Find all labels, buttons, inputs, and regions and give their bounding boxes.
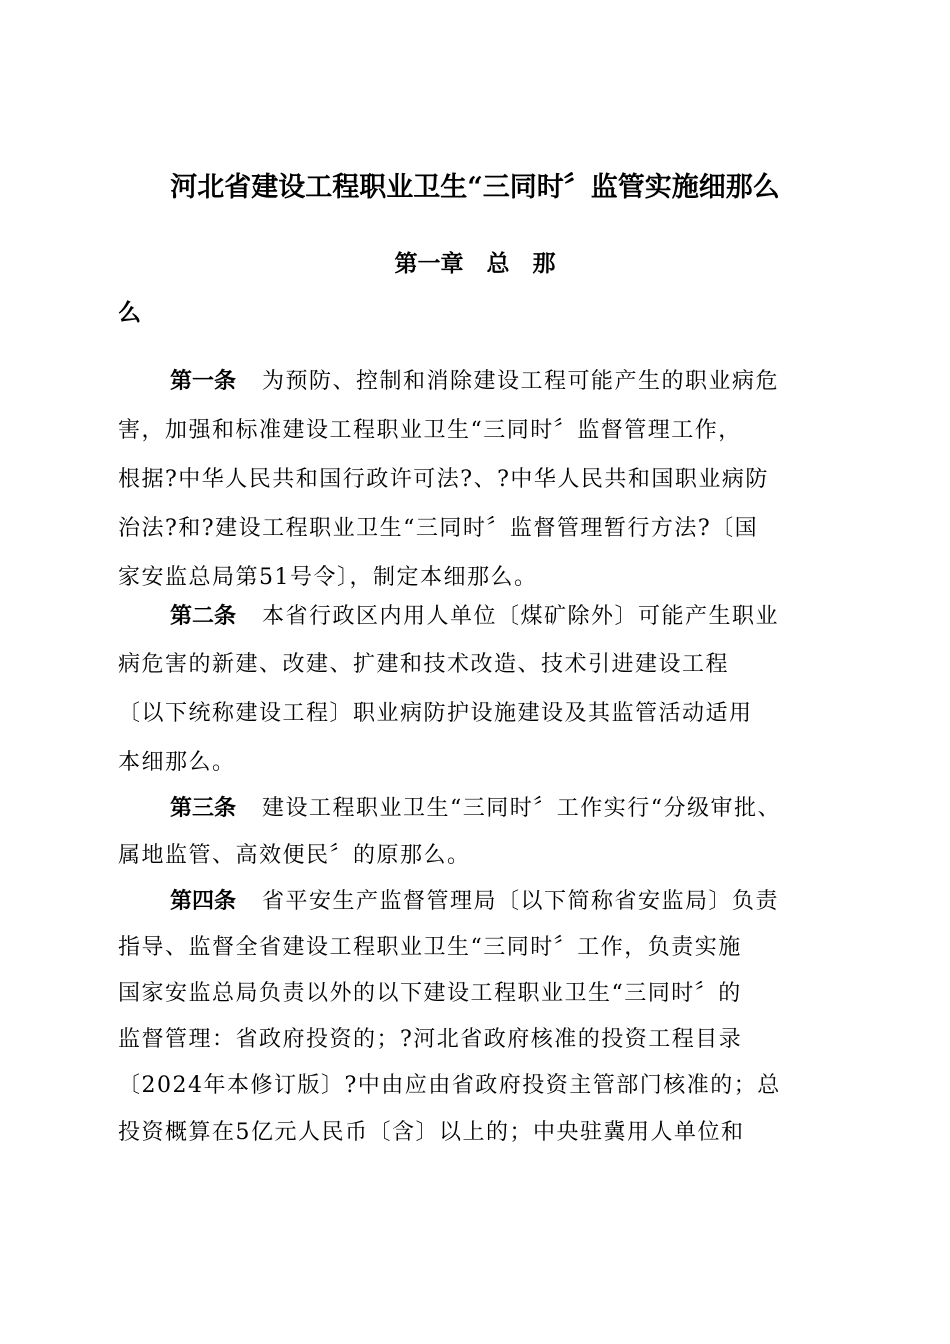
article-2-text: 本省行政区内用人单位〔煤矿除外〕可能产生职业 (262, 604, 780, 629)
article-1-line: 家安监总局第51号令〕，制定本细那么。 (118, 565, 538, 590)
article-1-first-line (170, 364, 779, 400)
article-2-label: 第二条 (170, 604, 237, 629)
article-1-line: 治法?和?建设工程职业卫生“三同时〞监督管理暂行方法?〔国 (118, 516, 759, 541)
article-2-line: 〔以下统称建设工程〕职业病防护设施建设及其监管活动适用 (118, 701, 753, 726)
article-3-line: 属地监管、高效便民〞的原那么。 (118, 843, 471, 868)
article-4-line: 监督管理：省政府投资的；?河北省政府核准的投资工程目录 (118, 1027, 743, 1052)
article-3-first-line (170, 791, 781, 827)
article-4-label: 第四条 (170, 889, 237, 914)
article-3-label: 第三条 (170, 796, 237, 821)
article-2-first-line (170, 599, 779, 635)
article-4-line: 指导、监督全省建设工程职业卫生“三同时〞工作，负责实施 (118, 935, 742, 960)
article-4-first-line (170, 884, 779, 920)
article-1-text: 为预防、控制和消除建设工程可能产生的职业病危 (262, 369, 780, 394)
article-2-line: 本细那么。 (118, 750, 236, 775)
article-4-line: 投资概算在5亿元人民币〔含〕以上的；中央驻冀用人单位和 (118, 1120, 745, 1145)
article-4-line: 国家安监总局负责以外的以下建设工程职业卫生“三同时〞的 (118, 981, 742, 1006)
article-3-text: 建设工程职业卫生“三同时〞工作实行“分级审批、 (262, 796, 782, 821)
chapter-heading: 第一章 总 那 (394, 251, 556, 277)
article-1-line: 害，加强和标准建设工程职业卫生“三同时〞监督管理工作， (118, 418, 742, 443)
article-1-label: 第一条 (170, 369, 237, 394)
article-4-line: 〔2024年本修订版〕?中由应由省政府投资主管部门核准的；总 (118, 1073, 781, 1098)
document-title: 河北省建设工程职业卫生“三同时〞监管实施细那么 (170, 172, 780, 203)
article-4-text: 省平安生产监督管理局〔以下简称省安监局〕负责 (262, 889, 780, 914)
article-2-line: 病危害的新建、改建、扩建和技术改造、技术引进建设工程 (118, 652, 730, 677)
article-1-line: 根据?中华人民共和国行政许可法?、?中华人民共和国职业病防 (118, 467, 769, 492)
chapter-heading-tail: 么 (118, 300, 141, 326)
